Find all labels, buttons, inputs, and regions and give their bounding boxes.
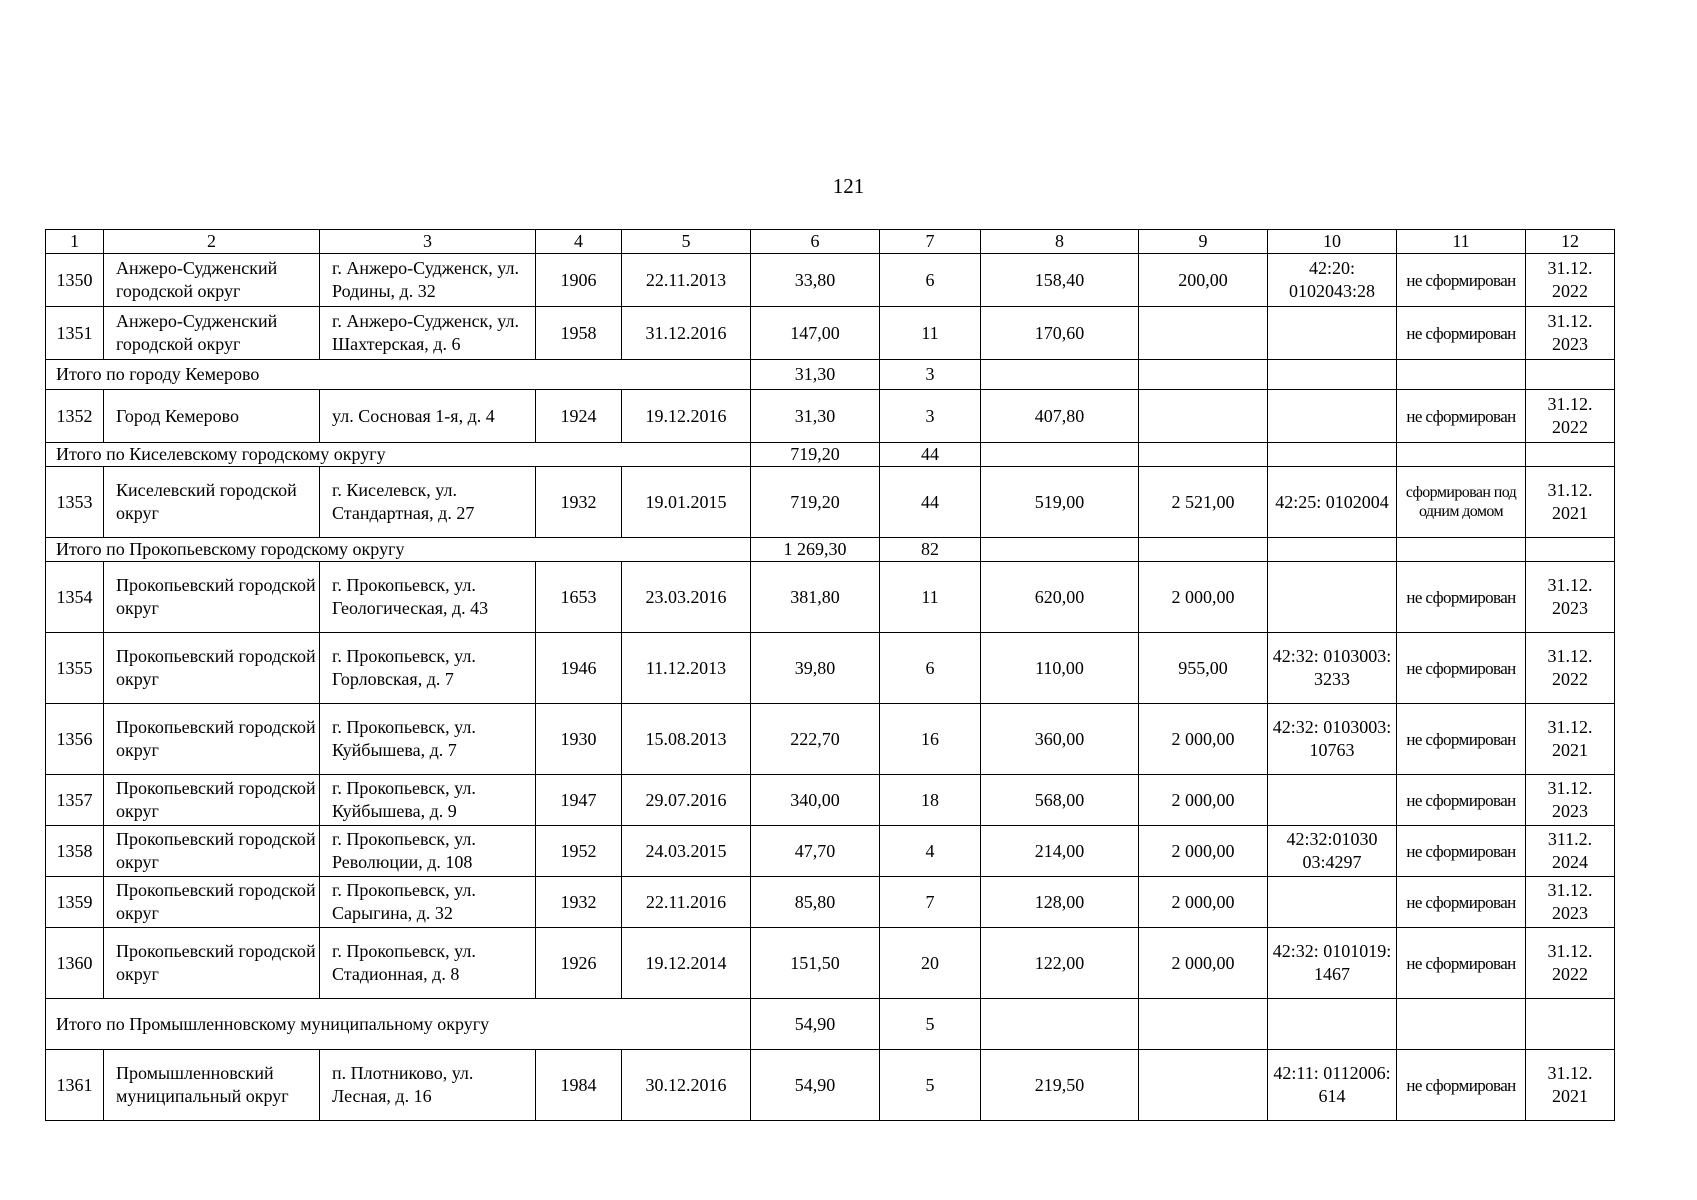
cell-address: г. Прокопьевск, ул. Революции, д. 108 bbox=[320, 826, 536, 877]
cell-area: 381,80 bbox=[751, 562, 880, 633]
cell-area: 147,00 bbox=[751, 307, 880, 360]
cell-row-number: 1357 bbox=[46, 775, 104, 826]
table-row bbox=[46, 877, 1615, 928]
subtotal-empty-cell bbox=[1526, 360, 1615, 390]
cell-cadastral-number: 42:32: 0101019: 1467 bbox=[1268, 928, 1397, 999]
cell-land-status: не сформирован bbox=[1397, 704, 1526, 775]
cell-cadastral-number bbox=[1268, 390, 1397, 443]
cell-municipality: Промышленновский муниципальный округ bbox=[104, 1050, 320, 1121]
cell-address: г. Прокопьевск, ул. Геологическая, д. 43 bbox=[320, 562, 536, 633]
cell-land-area: 519,00 bbox=[981, 467, 1139, 538]
cell-emergency-date: 15.08.2013 bbox=[622, 704, 751, 775]
cell-deadline: 31.12. 2023 bbox=[1526, 562, 1615, 633]
subtotal-row bbox=[46, 360, 1615, 390]
cell-cadastral-number: 42:25: 0102004 bbox=[1268, 467, 1397, 538]
cell-land-status: не сформирован bbox=[1397, 390, 1526, 443]
subtotal-label: Итого по Промышленновскому муниципальному округу bbox=[46, 999, 751, 1050]
cell-residents: 20 bbox=[880, 928, 981, 999]
subtotal-empty-cell bbox=[1268, 443, 1397, 467]
table-row bbox=[46, 633, 1615, 704]
table-row bbox=[46, 562, 1615, 633]
table-row bbox=[46, 704, 1615, 775]
cell-row-number: 1360 bbox=[46, 928, 104, 999]
cell-cost bbox=[1139, 1050, 1268, 1121]
cell-land-status: не сформирован bbox=[1397, 877, 1526, 928]
cell-cadastral-number bbox=[1268, 562, 1397, 633]
cell-cost: 2 000,00 bbox=[1139, 826, 1268, 877]
subtotal-empty-cell bbox=[981, 538, 1139, 562]
cell-address: г. Анжеро-Судженск, ул. Родины, д. 32 bbox=[320, 254, 536, 307]
cell-emergency-date: 23.03.2016 bbox=[622, 562, 751, 633]
cell-area: 31,30 bbox=[751, 390, 880, 443]
cell-cost: 2 000,00 bbox=[1139, 562, 1268, 633]
subtotal-label: Итого по городу Кемерово bbox=[46, 360, 751, 390]
cell-build-year: 1932 bbox=[536, 877, 622, 928]
cell-row-number: 1350 bbox=[46, 254, 104, 307]
subtotal-area: 719,20 bbox=[751, 443, 880, 467]
cell-area: 39,80 bbox=[751, 633, 880, 704]
table-row bbox=[46, 390, 1615, 443]
cell-cost: 955,00 bbox=[1139, 633, 1268, 704]
cell-row-number: 1356 bbox=[46, 704, 104, 775]
cell-area: 33,80 bbox=[751, 254, 880, 307]
cell-build-year: 1946 bbox=[536, 633, 622, 704]
column-header-4: 4 bbox=[536, 230, 622, 254]
cell-emergency-date: 19.01.2015 bbox=[622, 467, 751, 538]
cell-row-number: 1358 bbox=[46, 826, 104, 877]
subtotal-residents: 3 bbox=[880, 360, 981, 390]
subtotal-row bbox=[46, 538, 1615, 562]
subtotal-empty-cell bbox=[1139, 443, 1268, 467]
column-header-1: 1 bbox=[46, 230, 104, 254]
cell-land-area: 568,00 bbox=[981, 775, 1139, 826]
subtotal-empty-cell bbox=[1139, 360, 1268, 390]
cell-residents: 5 bbox=[880, 1050, 981, 1121]
subtotal-empty-cell bbox=[1397, 443, 1526, 467]
subtotal-empty-cell bbox=[1268, 538, 1397, 562]
cell-land-area: 170,60 bbox=[981, 307, 1139, 360]
subtotal-residents: 82 bbox=[880, 538, 981, 562]
table-row bbox=[46, 307, 1615, 360]
cell-area: 85,80 bbox=[751, 877, 880, 928]
cell-emergency-date: 31.12.2016 bbox=[622, 307, 751, 360]
cell-residents: 16 bbox=[880, 704, 981, 775]
cell-row-number: 1352 bbox=[46, 390, 104, 443]
cell-deadline: 31.12. 2023 bbox=[1526, 877, 1615, 928]
cell-land-area: 620,00 bbox=[981, 562, 1139, 633]
cell-build-year: 1924 bbox=[536, 390, 622, 443]
subtotal-area: 54,90 bbox=[751, 999, 880, 1050]
cell-land-area: 407,80 bbox=[981, 390, 1139, 443]
cell-build-year: 1952 bbox=[536, 826, 622, 877]
cell-deadline: 311.2. 2024 bbox=[1526, 826, 1615, 877]
cell-area: 54,90 bbox=[751, 1050, 880, 1121]
subtotal-empty-cell bbox=[1268, 360, 1397, 390]
cell-residents: 44 bbox=[880, 467, 981, 538]
cell-address: г. Киселевск, ул. Стандартная, д. 27 bbox=[320, 467, 536, 538]
subtotal-area: 31,30 bbox=[751, 360, 880, 390]
cell-cost: 200,00 bbox=[1139, 254, 1268, 307]
subtotal-residents: 44 bbox=[880, 443, 981, 467]
column-header-2: 2 bbox=[104, 230, 320, 254]
cell-deadline: 31.12. 2021 bbox=[1526, 1050, 1615, 1121]
table-row bbox=[46, 467, 1615, 538]
column-header-5: 5 bbox=[622, 230, 751, 254]
cell-address: г. Прокопьевск, ул. Горловская, д. 7 bbox=[320, 633, 536, 704]
cell-row-number: 1354 bbox=[46, 562, 104, 633]
subtotal-empty-cell bbox=[1268, 999, 1397, 1050]
table-row bbox=[46, 928, 1615, 999]
cell-cadastral-number bbox=[1268, 775, 1397, 826]
cell-emergency-date: 29.07.2016 bbox=[622, 775, 751, 826]
cell-cadastral-number: 42:20: 0102043:28 bbox=[1268, 254, 1397, 307]
cell-land-area: 128,00 bbox=[981, 877, 1139, 928]
cell-residents: 6 bbox=[880, 254, 981, 307]
subtotal-label: Итого по Прокопьевскому городскому округу bbox=[46, 538, 751, 562]
subtotal-empty-cell bbox=[1526, 538, 1615, 562]
cell-land-area: 110,00 bbox=[981, 633, 1139, 704]
cell-land-status: не сформирован bbox=[1397, 1050, 1526, 1121]
cell-residents: 18 bbox=[880, 775, 981, 826]
cell-cadastral-number: 42:32:01030 03:4297 bbox=[1268, 826, 1397, 877]
cell-land-status: сформирован под одним домом bbox=[1397, 467, 1526, 538]
cell-cadastral-number: 42:32: 0103003: 3233 bbox=[1268, 633, 1397, 704]
header-row bbox=[46, 230, 1615, 254]
cell-land-area: 360,00 bbox=[981, 704, 1139, 775]
cell-municipality: Прокопьевский городской округ bbox=[104, 877, 320, 928]
cell-row-number: 1361 bbox=[46, 1050, 104, 1121]
cell-emergency-date: 22.11.2013 bbox=[622, 254, 751, 307]
cell-cost: 2 521,00 bbox=[1139, 467, 1268, 538]
cell-land-status: не сформирован bbox=[1397, 254, 1526, 307]
cell-residents: 11 bbox=[880, 562, 981, 633]
cell-emergency-date: 30.12.2016 bbox=[622, 1050, 751, 1121]
cell-build-year: 1958 bbox=[536, 307, 622, 360]
cell-municipality: Прокопьевский городской округ bbox=[104, 633, 320, 704]
cell-build-year: 1926 bbox=[536, 928, 622, 999]
cell-deadline: 31.12. 2022 bbox=[1526, 928, 1615, 999]
column-header-11: 11 bbox=[1397, 230, 1526, 254]
cell-land-area: 214,00 bbox=[981, 826, 1139, 877]
cell-municipality: Прокопьевский городской округ bbox=[104, 562, 320, 633]
cell-emergency-date: 22.11.2016 bbox=[622, 877, 751, 928]
subtotal-empty-cell bbox=[1139, 999, 1268, 1050]
cell-cadastral-number bbox=[1268, 877, 1397, 928]
cell-build-year: 1930 bbox=[536, 704, 622, 775]
cell-emergency-date: 11.12.2013 bbox=[622, 633, 751, 704]
column-header-7: 7 bbox=[880, 230, 981, 254]
subtotal-area: 1 269,30 bbox=[751, 538, 880, 562]
cell-row-number: 1355 bbox=[46, 633, 104, 704]
subtotal-empty-cell bbox=[1526, 999, 1615, 1050]
cell-municipality: Прокопьевский городской округ bbox=[104, 826, 320, 877]
cell-residents: 6 bbox=[880, 633, 981, 704]
subtotal-empty-cell bbox=[981, 443, 1139, 467]
cell-municipality: Киселевский городской округ bbox=[104, 467, 320, 538]
cell-land-area: 158,40 bbox=[981, 254, 1139, 307]
subtotal-empty-cell bbox=[981, 360, 1139, 390]
cell-build-year: 1947 bbox=[536, 775, 622, 826]
cell-residents: 7 bbox=[880, 877, 981, 928]
cell-cost bbox=[1139, 390, 1268, 443]
cell-address: п. Плотниково, ул. Лесная, д. 16 bbox=[320, 1050, 536, 1121]
cell-cost bbox=[1139, 307, 1268, 360]
cell-municipality: Анжеро-Судженский городской округ bbox=[104, 254, 320, 307]
cell-deadline: 31.12. 2022 bbox=[1526, 633, 1615, 704]
cell-deadline: 31.12. 2021 bbox=[1526, 467, 1615, 538]
cell-cadastral-number bbox=[1268, 307, 1397, 360]
cell-land-status: не сформирован bbox=[1397, 633, 1526, 704]
cell-municipality: Город Кемерово bbox=[104, 390, 320, 443]
subtotal-row bbox=[46, 999, 1615, 1050]
cell-address: ул. Сосновая 1-я, д. 4 bbox=[320, 390, 536, 443]
table-row bbox=[46, 1050, 1615, 1121]
cell-area: 340,00 bbox=[751, 775, 880, 826]
cell-cadastral-number: 42:11: 0112006: 614 bbox=[1268, 1050, 1397, 1121]
cell-address: г. Прокопьевск, ул. Куйбышева, д. 7 bbox=[320, 704, 536, 775]
cell-land-status: не сформирован bbox=[1397, 775, 1526, 826]
cell-address: г. Анжеро-Судженск, ул. Шахтерская, д. 6 bbox=[320, 307, 536, 360]
cell-land-status: не сформирован bbox=[1397, 826, 1526, 877]
column-header-10: 10 bbox=[1268, 230, 1397, 254]
cell-build-year: 1932 bbox=[536, 467, 622, 538]
cell-address: г. Прокопьевск, ул. Стадионная, д. 8 bbox=[320, 928, 536, 999]
cell-residents: 11 bbox=[880, 307, 981, 360]
cell-municipality: Прокопьевский городской округ bbox=[104, 775, 320, 826]
table-row bbox=[46, 775, 1615, 826]
cell-deadline: 31.12. 2022 bbox=[1526, 254, 1615, 307]
cell-build-year: 1984 bbox=[536, 1050, 622, 1121]
column-header-8: 8 bbox=[981, 230, 1139, 254]
cell-municipality: Анжеро-Судженский городской округ bbox=[104, 307, 320, 360]
table-row bbox=[46, 826, 1615, 877]
cell-municipality: Прокопьевский городской округ bbox=[104, 928, 320, 999]
cell-land-status: не сформирован bbox=[1397, 928, 1526, 999]
subtotal-row bbox=[46, 443, 1615, 467]
cell-emergency-date: 19.12.2016 bbox=[622, 390, 751, 443]
table-row bbox=[46, 254, 1615, 307]
cell-land-area: 122,00 bbox=[981, 928, 1139, 999]
cell-land-status: не сформирован bbox=[1397, 307, 1526, 360]
subtotal-empty-cell bbox=[1139, 538, 1268, 562]
subtotal-empty-cell bbox=[1526, 443, 1615, 467]
cell-emergency-date: 24.03.2015 bbox=[622, 826, 751, 877]
cell-residents: 4 bbox=[880, 826, 981, 877]
subtotal-label: Итого по Киселевскому городскому округу bbox=[46, 443, 751, 467]
cell-cost: 2 000,00 bbox=[1139, 775, 1268, 826]
cell-build-year: 1653 bbox=[536, 562, 622, 633]
cell-cost: 2 000,00 bbox=[1139, 877, 1268, 928]
cell-area: 47,70 bbox=[751, 826, 880, 877]
page-number: 121 bbox=[832, 174, 865, 198]
column-header-9: 9 bbox=[1139, 230, 1268, 254]
cell-deadline: 31.12. 2021 bbox=[1526, 704, 1615, 775]
cell-deadline: 31.12. 2022 bbox=[1526, 390, 1615, 443]
column-header-3: 3 bbox=[320, 230, 536, 254]
cell-address: г. Прокопьевск, ул. Сарыгина, д. 32 bbox=[320, 877, 536, 928]
cell-emergency-date: 19.12.2014 bbox=[622, 928, 751, 999]
cell-row-number: 1351 bbox=[46, 307, 104, 360]
column-header-6: 6 bbox=[751, 230, 880, 254]
cell-area: 151,50 bbox=[751, 928, 880, 999]
cell-deadline: 31.12. 2023 bbox=[1526, 775, 1615, 826]
cell-land-area: 219,50 bbox=[981, 1050, 1139, 1121]
cell-residents: 3 bbox=[880, 390, 981, 443]
cell-cadastral-number: 42:32: 0103003: 10763 bbox=[1268, 704, 1397, 775]
cell-area: 222,70 bbox=[751, 704, 880, 775]
column-header-12: 12 bbox=[1526, 230, 1615, 254]
cell-deadline: 31.12. 2023 bbox=[1526, 307, 1615, 360]
housing-registry-table bbox=[45, 229, 1615, 1121]
subtotal-empty-cell bbox=[981, 999, 1139, 1050]
cell-row-number: 1359 bbox=[46, 877, 104, 928]
cell-cost: 2 000,00 bbox=[1139, 928, 1268, 999]
subtotal-empty-cell bbox=[1397, 360, 1526, 390]
subtotal-empty-cell bbox=[1397, 538, 1526, 562]
cell-address: г. Прокопьевск, ул. Куйбышева, д. 9 bbox=[320, 775, 536, 826]
cell-area: 719,20 bbox=[751, 467, 880, 538]
cell-municipality: Прокопьевский городской округ bbox=[104, 704, 320, 775]
cell-cost: 2 000,00 bbox=[1139, 704, 1268, 775]
cell-row-number: 1353 bbox=[46, 467, 104, 538]
table-body bbox=[46, 230, 1615, 1121]
cell-build-year: 1906 bbox=[536, 254, 622, 307]
subtotal-residents: 5 bbox=[880, 999, 981, 1050]
subtotal-empty-cell bbox=[1397, 999, 1526, 1050]
cell-land-status: не сформирован bbox=[1397, 562, 1526, 633]
